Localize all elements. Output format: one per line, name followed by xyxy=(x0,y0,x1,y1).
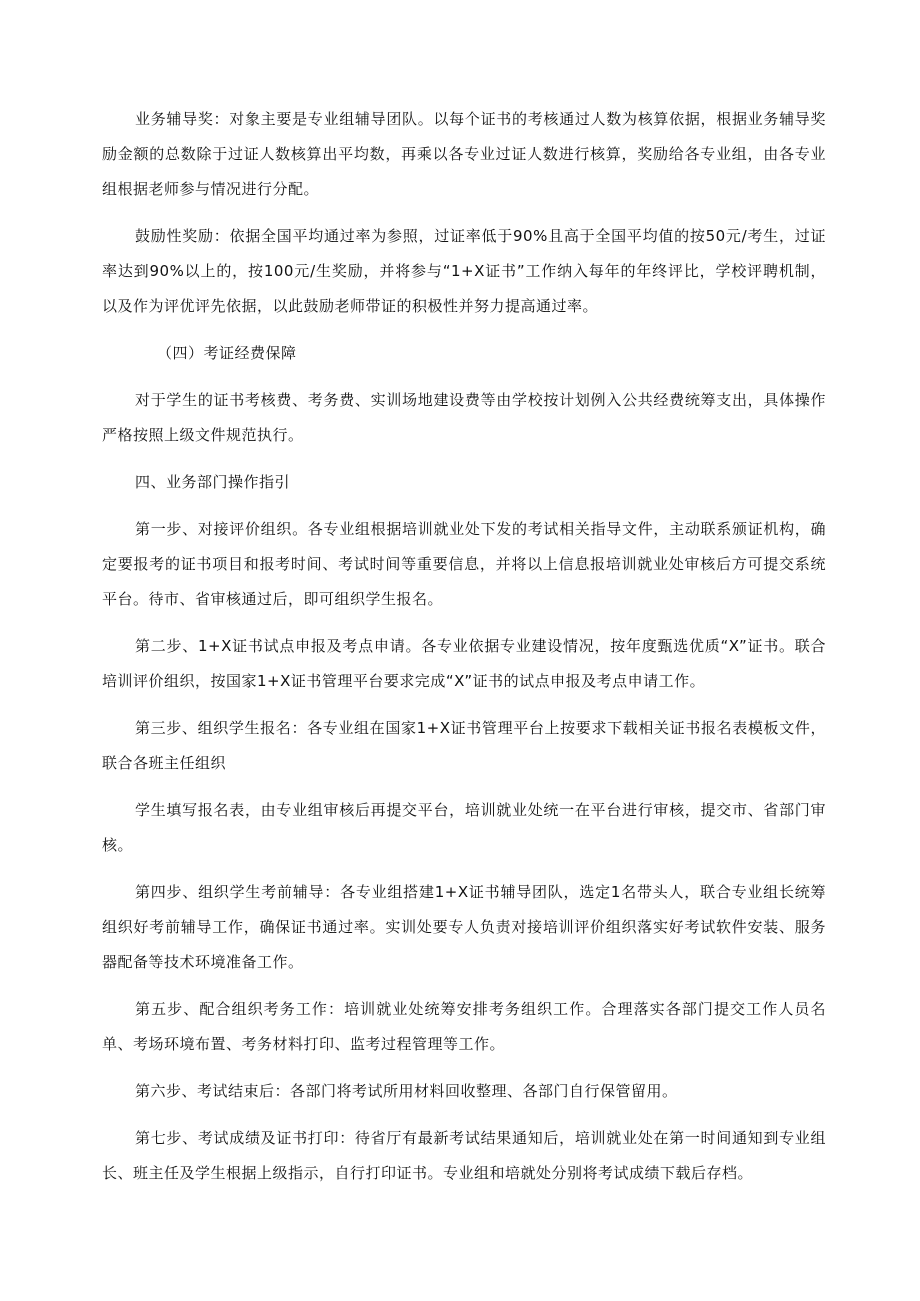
paragraph-step-6: 第六步、考试结束后：各部门将考试所用材料回收整理、各部门自行保管留用。 xyxy=(135,1082,678,1100)
document-page xyxy=(102,102,826,1203)
paragraph-step-2: 第二步、1+X证书试点申报及考点申请。各专业依据专业建设情况，按年度甄选优质“X”证书。联合培训评价组织，按国家1+X证书管理平台要求完成“X”证书的试点申报及考点申请工作。 xyxy=(102,637,826,690)
paragraph-step-4: 第四步、组织学生考前辅导：各专业组搭建1+X证书辅导团队，选定1名带头人，联合专业组长统筹组织好考前辅导工作，确保证书通过率。实训处要专人负责对接培训评价组织落实好考试软件安装、服务器配备等技术环境准备工作。 xyxy=(102,883,826,971)
paragraph-step-3-continued: 学生填写报名表，由专业组审核后再提交平台，培训就业处统一在平台进行审核，提交市、省部门审核。 xyxy=(102,801,826,854)
paragraph-incentive-award: 鼓励性奖励：依据全国平均通过率为参照，过证率低于90%且高于全国平均值的按50元/考生，过证率达到90%以上的，按100元/生奖励，并将参与“1+X证书”工作纳入每年的年终评比，学校评聘机制，以及作为评优评先依据，以此鼓励老师带证的积极性并努力提高通过率。 xyxy=(102,227,826,315)
section-heading-operation-guide: 四、业务部门操作指引 xyxy=(135,473,291,491)
paragraph-funding: 对于学生的证书考核费、考务费、实训场地建设费等由学校按计划例入公共经费统筹支出，具体操作严格按照上级文件规范执行。 xyxy=(102,391,826,444)
paragraph-step-7: 第七步、考试成绩及证书打印：待省厅有最新考试结果通知后，培训就业处在第一时间通知到专业组长、班主任及学生根据上级指示，自行打印证书。专业组和培就处分别将考试成绩下载后存档。 xyxy=(102,1129,826,1182)
paragraph-business-tutoring-award: 业务辅导奖：对象主要是专业组辅导团队。以每个证书的考核通过人数为核算依据，根据业务辅导奖励金额的总数除于过证人数核算出平均数，再乘以各专业过证人数进行核算，奖励给各专业组，由各专业组根据老师参与情况进行分配。 xyxy=(102,110,826,198)
section-heading-funding: （四）考证经费保障 xyxy=(157,344,297,362)
paragraph-step-5: 第五步、配合组织考务工作：培训就业处统筹安排考务组织工作。合理落实各部门提交工作人员名单、考场环境布置、考务材料打印、监考过程管理等工作。 xyxy=(102,1000,826,1053)
paragraph-step-1: 第一步、对接评价组织。各专业组根据培训就业处下发的考试相关指导文件，主动联系颁证机构，确定要报考的证书项目和报考时间、考试时间等重要信息，并将以上信息报培训就业处审核后方可提交系统平台。待市、省审核通过后，即可组织学生报名。 xyxy=(102,520,826,608)
paragraph-step-3: 第三步、组织学生报名：各专业组在国家1+X证书管理平台上按要求下载相关证书报名表模板文件，联合各班主任组织 xyxy=(102,719,826,772)
